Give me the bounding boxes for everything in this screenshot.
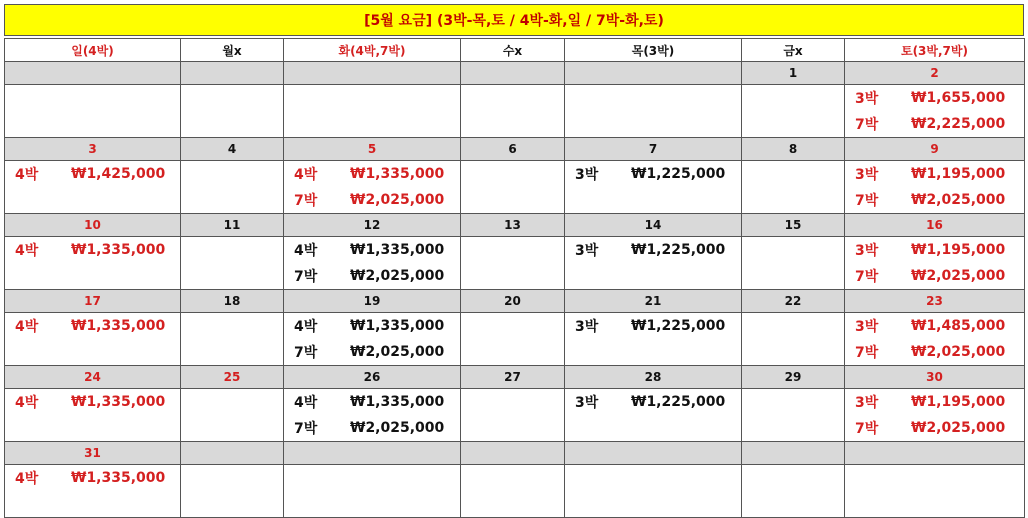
price-value: ₩1,225,000	[631, 166, 726, 182]
week-day-number-row	[5, 442, 1025, 465]
day-number	[565, 442, 742, 465]
day-number: 12	[284, 214, 461, 237]
price-value: ₩1,195,000	[911, 394, 1006, 410]
day-cell	[284, 465, 461, 518]
price-value: ₩1,655,000	[911, 90, 1006, 106]
price-value: ₩1,485,000	[911, 318, 1006, 334]
price-value: ₩1,425,000	[71, 166, 166, 182]
day-cell	[845, 161, 1025, 214]
price-value: ₩2,025,000	[350, 420, 445, 436]
day-number	[181, 442, 284, 465]
price-line	[5, 161, 180, 187]
price-line	[845, 161, 1024, 187]
nights-label: 7박	[855, 345, 879, 361]
nights-label: 4박	[294, 167, 318, 183]
day-cell	[284, 237, 461, 290]
day-cell	[284, 161, 461, 214]
nights-label: 3박	[855, 319, 879, 335]
price-value: ₩1,195,000	[911, 242, 1006, 258]
day-cell	[565, 313, 742, 366]
price-value: ₩2,025,000	[911, 192, 1006, 208]
day-number: 30	[845, 366, 1025, 389]
nights-label: 4박	[294, 243, 318, 259]
day-cell	[845, 237, 1025, 290]
day-number: 5	[284, 138, 461, 161]
day-number: 15	[742, 214, 845, 237]
day-number: 16	[845, 214, 1025, 237]
price-line	[5, 465, 180, 491]
price-value: ₩1,225,000	[631, 394, 726, 410]
price-value: ₩2,025,000	[911, 344, 1006, 360]
price-value: ₩1,225,000	[631, 318, 726, 334]
nights-label: 7박	[294, 345, 318, 361]
day-cell	[742, 389, 845, 442]
day-cell	[565, 389, 742, 442]
day-cell	[181, 237, 284, 290]
day-cell	[845, 389, 1025, 442]
week-day-number-row	[5, 62, 1025, 85]
day-number: 31	[5, 442, 181, 465]
price-line	[565, 161, 741, 187]
weekday-header: 수x	[461, 39, 565, 62]
week-price-row	[5, 389, 1025, 442]
day-number	[284, 62, 461, 85]
nights-label: 4박	[294, 395, 318, 411]
day-cell	[181, 389, 284, 442]
day-number: 7	[565, 138, 742, 161]
day-cell	[181, 161, 284, 214]
price-value: ₩1,335,000	[71, 318, 166, 334]
day-number: 6	[461, 138, 565, 161]
price-line	[845, 187, 1024, 213]
day-number: 19	[284, 290, 461, 313]
weekday-header: 월x	[181, 39, 284, 62]
day-cell	[461, 161, 565, 214]
day-cell	[742, 85, 845, 138]
day-cell	[5, 161, 181, 214]
weekday-header: 목(3박)	[565, 39, 742, 62]
price-line	[845, 339, 1024, 365]
price-line	[845, 389, 1024, 415]
day-number: 9	[845, 138, 1025, 161]
nights-label: 7박	[294, 269, 318, 285]
day-cell	[565, 237, 742, 290]
nights-label: 3박	[855, 395, 879, 411]
day-number: 14	[565, 214, 742, 237]
price-line	[845, 313, 1024, 339]
nights-label: 3박	[855, 243, 879, 259]
day-cell	[565, 161, 742, 214]
day-number: 25	[181, 366, 284, 389]
nights-label: 4박	[15, 243, 39, 259]
day-cell	[565, 465, 742, 518]
weekday-header-row	[5, 39, 1025, 62]
day-cell	[284, 389, 461, 442]
price-line	[845, 263, 1024, 289]
week-price-row	[5, 85, 1025, 138]
day-number: 17	[5, 290, 181, 313]
price-line	[284, 263, 460, 289]
day-cell	[845, 313, 1025, 366]
calendar-body	[5, 62, 1025, 518]
day-number	[742, 442, 845, 465]
day-number	[461, 442, 565, 465]
weekday-header: 화(4박,7박)	[284, 39, 461, 62]
price-value: ₩1,335,000	[71, 470, 166, 486]
page-title: [5월 요금] (3박-목,토 / 4박-화,일 / 7박-화,토)	[4, 4, 1024, 36]
day-number: 4	[181, 138, 284, 161]
week-day-number-row	[5, 214, 1025, 237]
price-value: ₩2,025,000	[350, 268, 445, 284]
price-value: ₩2,025,000	[911, 420, 1006, 436]
day-number: 26	[284, 366, 461, 389]
price-line	[5, 313, 180, 339]
day-number	[5, 62, 181, 85]
nights-label: 7박	[855, 193, 879, 209]
week-price-row	[5, 313, 1025, 366]
day-number	[181, 62, 284, 85]
day-number	[845, 442, 1025, 465]
price-value: ₩1,335,000	[71, 394, 166, 410]
day-number: 23	[845, 290, 1025, 313]
day-number: 28	[565, 366, 742, 389]
nights-label: 4박	[15, 319, 39, 335]
price-value: ₩1,225,000	[631, 242, 726, 258]
pricing-calendar-sheet	[4, 4, 1026, 507]
price-value: ₩1,335,000	[71, 242, 166, 258]
weekday-header: 일(4박)	[5, 39, 181, 62]
price-value: ₩1,335,000	[350, 242, 445, 258]
price-value: ₩2,025,000	[350, 192, 445, 208]
calendar-table	[4, 38, 1025, 518]
day-number: 2	[845, 62, 1025, 85]
day-cell	[181, 85, 284, 138]
week-price-row	[5, 161, 1025, 214]
weekday-header: 토(3박,7박)	[845, 39, 1025, 62]
price-line	[284, 161, 460, 187]
nights-label: 7박	[294, 421, 318, 437]
day-cell	[845, 85, 1025, 138]
day-number: 1	[742, 62, 845, 85]
day-number: 18	[181, 290, 284, 313]
week-price-row	[5, 237, 1025, 290]
price-line	[284, 415, 460, 441]
price-value: ₩1,195,000	[911, 166, 1006, 182]
day-cell	[5, 389, 181, 442]
day-cell	[5, 237, 181, 290]
day-cell	[742, 313, 845, 366]
week-day-number-row	[5, 138, 1025, 161]
day-number: 24	[5, 366, 181, 389]
price-line	[5, 389, 180, 415]
nights-label: 4박	[15, 471, 39, 487]
day-number: 22	[742, 290, 845, 313]
nights-label: 4박	[294, 319, 318, 335]
day-cell	[461, 465, 565, 518]
nights-label: 3박	[575, 243, 599, 259]
nights-label: 3박	[855, 91, 879, 107]
day-cell	[565, 85, 742, 138]
price-line	[845, 237, 1024, 263]
price-line	[565, 313, 741, 339]
day-cell	[461, 85, 565, 138]
day-number: 8	[742, 138, 845, 161]
day-number: 3	[5, 138, 181, 161]
day-cell	[742, 161, 845, 214]
price-line	[845, 85, 1024, 111]
day-cell	[5, 465, 181, 518]
day-number: 13	[461, 214, 565, 237]
price-line	[5, 237, 180, 263]
price-line	[845, 111, 1024, 137]
day-number: 10	[5, 214, 181, 237]
price-line	[284, 389, 460, 415]
nights-label: 3박	[575, 319, 599, 335]
nights-label: 4박	[15, 167, 39, 183]
day-cell	[742, 237, 845, 290]
price-value: ₩2,225,000	[911, 116, 1006, 132]
price-line	[284, 187, 460, 213]
price-value: ₩1,335,000	[350, 166, 445, 182]
day-number	[565, 62, 742, 85]
nights-label: 3박	[575, 395, 599, 411]
price-line	[565, 389, 741, 415]
nights-label: 7박	[855, 269, 879, 285]
nights-label: 7박	[855, 421, 879, 437]
day-cell	[461, 237, 565, 290]
day-cell	[181, 465, 284, 518]
day-number: 21	[565, 290, 742, 313]
week-price-row	[5, 465, 1025, 518]
day-number: 27	[461, 366, 565, 389]
price-line	[284, 313, 460, 339]
price-value: ₩1,335,000	[350, 318, 445, 334]
week-day-number-row	[5, 290, 1025, 313]
day-cell	[181, 313, 284, 366]
price-value: ₩2,025,000	[350, 344, 445, 360]
price-line	[565, 237, 741, 263]
nights-label: 4박	[15, 395, 39, 411]
weekday-header: 금x	[742, 39, 845, 62]
day-cell	[461, 389, 565, 442]
nights-label: 3박	[855, 167, 879, 183]
day-number	[461, 62, 565, 85]
day-cell	[461, 313, 565, 366]
day-cell	[742, 465, 845, 518]
nights-label: 3박	[575, 167, 599, 183]
price-value: ₩2,025,000	[911, 268, 1006, 284]
day-number	[284, 442, 461, 465]
week-day-number-row	[5, 366, 1025, 389]
day-number: 29	[742, 366, 845, 389]
day-cell	[845, 465, 1025, 518]
price-value: ₩1,335,000	[350, 394, 445, 410]
day-cell	[5, 313, 181, 366]
day-cell	[284, 85, 461, 138]
price-line	[845, 415, 1024, 441]
day-cell	[284, 313, 461, 366]
price-line	[284, 339, 460, 365]
nights-label: 7박	[855, 117, 879, 133]
price-line	[284, 237, 460, 263]
nights-label: 7박	[294, 193, 318, 209]
day-number: 20	[461, 290, 565, 313]
day-number: 11	[181, 214, 284, 237]
day-cell	[5, 85, 181, 138]
